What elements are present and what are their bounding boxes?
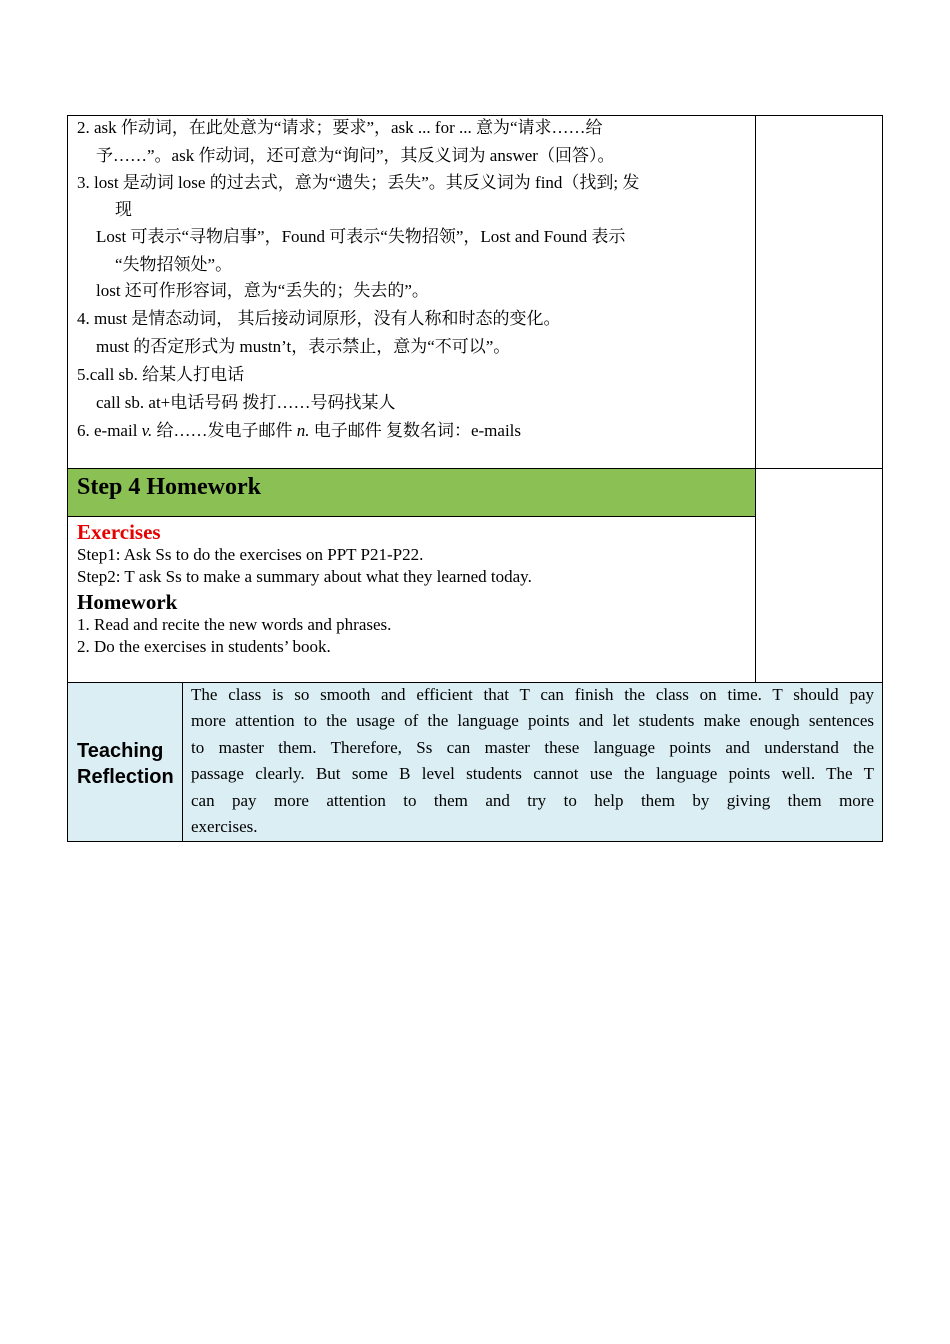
exercise-line: Step1: Ask Ss to do the exercises on PPT P21-P22. — [77, 545, 424, 564]
exercises-heading: Exercises — [77, 520, 161, 544]
note-line: 2. ask 作动词，在此处意为“请求；要求”，ask ... for ... 意为“请求……给 — [77, 118, 603, 137]
reflection-line: The class is so smooth and efficient that T can finish the class on time. T should pay — [191, 685, 874, 704]
note-line: 4. must 是情态动词， 其后接动词原形，没有人称和时态的变化。 — [77, 309, 561, 328]
step4-side-cell — [755, 468, 883, 683]
note-line: 予……”。ask 作动词，还可意为“询问”，其反义词为 answer（回答）。 — [96, 146, 615, 165]
email-prefix: 6. e-mail — [77, 421, 142, 440]
note-line: 现 — [115, 200, 132, 219]
step4-divider — [67, 516, 756, 517]
reflection-line: can pay more attention to them and try to help them by giving them more — [191, 790, 874, 810]
reflection-line: to master them. Therefore, Ss can master these language points and understand the — [191, 737, 874, 757]
note-line-email — [77, 421, 521, 441]
note-line: 5.call sb. 给某人打电话 — [77, 365, 245, 384]
noun-abbrev: n. — [296, 421, 310, 440]
step4-title: Step 4 Homework — [77, 474, 261, 500]
reflection-text — [191, 682, 874, 840]
email-mid: 给……发电子邮件 — [152, 421, 297, 440]
note-line: “失物招领处”。 — [115, 255, 233, 274]
verb-abbrev: v. — [141, 421, 153, 440]
note-line: call sb. at+电话号码 拨打……号码找某人 — [96, 393, 396, 412]
reflection-line: more attention to the usage of the language points and let students make enough sentences — [191, 711, 874, 731]
homework-line: 2. Do the exercises in students’ book. — [77, 637, 331, 656]
exercise-line: Step2: T ask Ss to make a summary about what they learned today. — [77, 567, 532, 586]
reflection-line: exercises. — [191, 816, 258, 836]
note-line: 3. lost 是动词 lose 的过去式，意为“遗失；丢失”。其反义词为 find（找到; 发 — [77, 173, 640, 192]
note-line: must 的否定形式为 mustn’t，表示禁止，意为“不可以”。 — [96, 337, 511, 356]
note-line: Lost 可表示“寻物启事”，Found 可表示“失物招领”，Lost and Found 表示 — [96, 227, 626, 246]
notes-side-cell — [755, 115, 883, 469]
reflection-line: passage clearly. But some B level students cannot use the language points well. The T — [191, 764, 874, 784]
homework-line: 1. Read and recite the new words and phrases. — [77, 615, 392, 634]
note-line: lost 还可作形容词，意为“丢失的；失去的”。 — [96, 281, 429, 300]
reflection-label-line1: Teaching — [77, 740, 164, 762]
email-suffix: 电子邮件 复数名词：e-mails — [309, 421, 522, 440]
reflection-label-line2: Reflection — [77, 766, 174, 788]
homework-heading: Homework — [77, 590, 178, 614]
reflection-label — [77, 738, 174, 790]
